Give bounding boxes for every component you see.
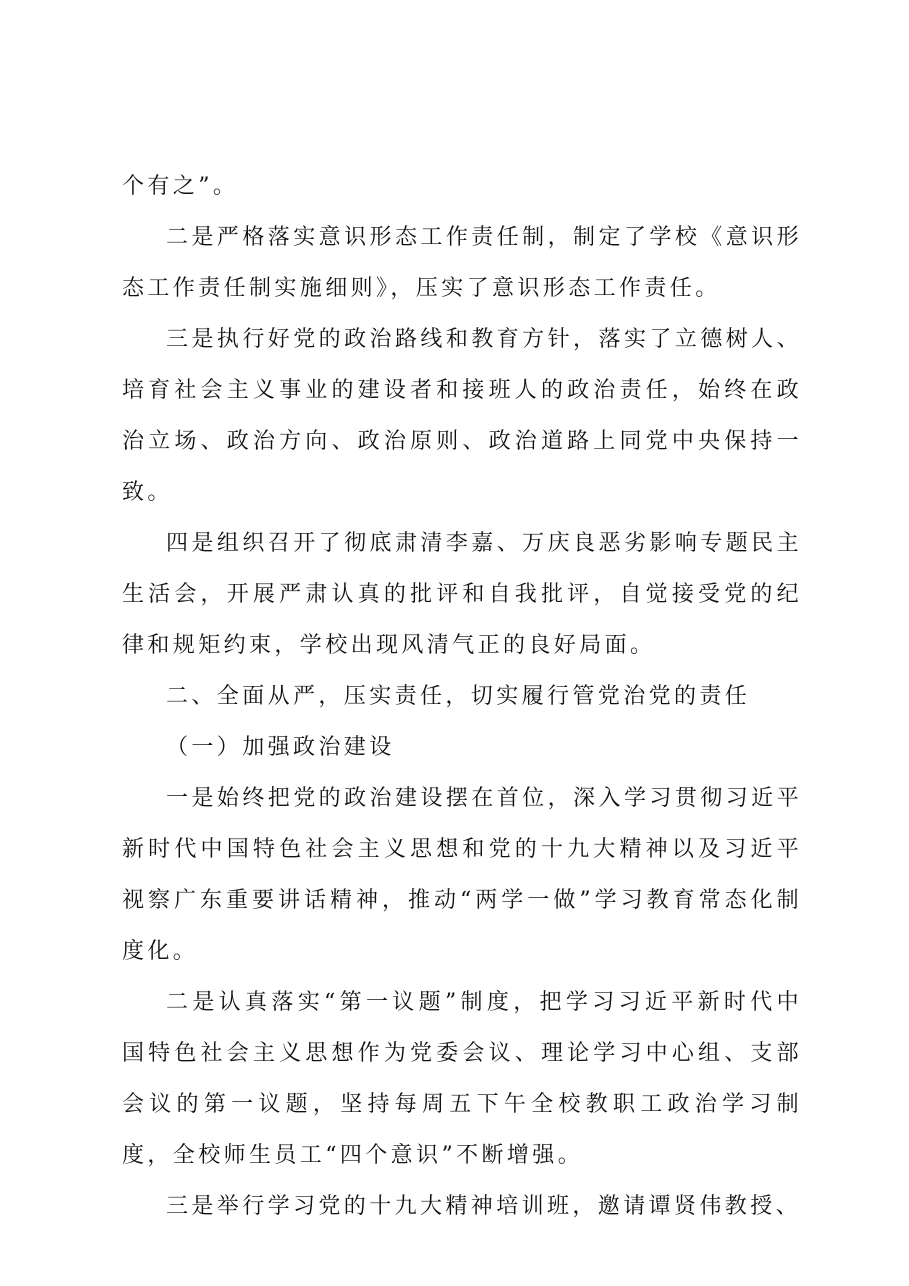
paragraph: 二是严格落实意识形态工作责任制，制定了学校《意识形态工作责任制实施细则》，压实了意识形态工作责任。: [122, 225, 802, 301]
paragraph: 四是组织召开了彻底肃清李嘉、万庆良恶劣影响专题民主生活会，开展严肃认真的批评和自我批评，自觉接受党的纪律和规矩约束，学校出现风清气正的良好局面。: [122, 531, 802, 658]
section-heading: 二、全面从严，压实责任，切实履行管党治党的责任: [166, 684, 751, 709]
document-body: [122, 161, 802, 1232]
paragraph: 三是举行学习党的十九大精神培训班，邀请谭贤伟教授、: [166, 1194, 802, 1219]
paragraph: 一是始终把党的政治建设摆在首位，深入学习贯彻习近平新时代中国特色社会主义思想和党的十九大精神以及习近平视察广东重要讲话精神，推动“两学一做”学习教育常态化制度化。: [122, 786, 802, 964]
paragraph: 三是执行好党的政治路线和教育方针，落实了立德树人、培育社会主义事业的建设者和接班人的政治责任，始终在政治立场、政治方向、政治原则、政治道路上同党中央保持一致。: [122, 327, 802, 505]
paragraph: 二是认真落实“第一议题”制度，把学习习近平新时代中国特色社会主义思想作为党委会议、理论学习中心组、支部会议的第一议题，坚持每周五下午全校教职工政治学习制度，全校师生员工“四个意识”不断增强。: [122, 990, 802, 1168]
paragraph: 个有之”。: [122, 174, 239, 199]
subsection-heading: （一）加强政治建设: [166, 735, 395, 760]
